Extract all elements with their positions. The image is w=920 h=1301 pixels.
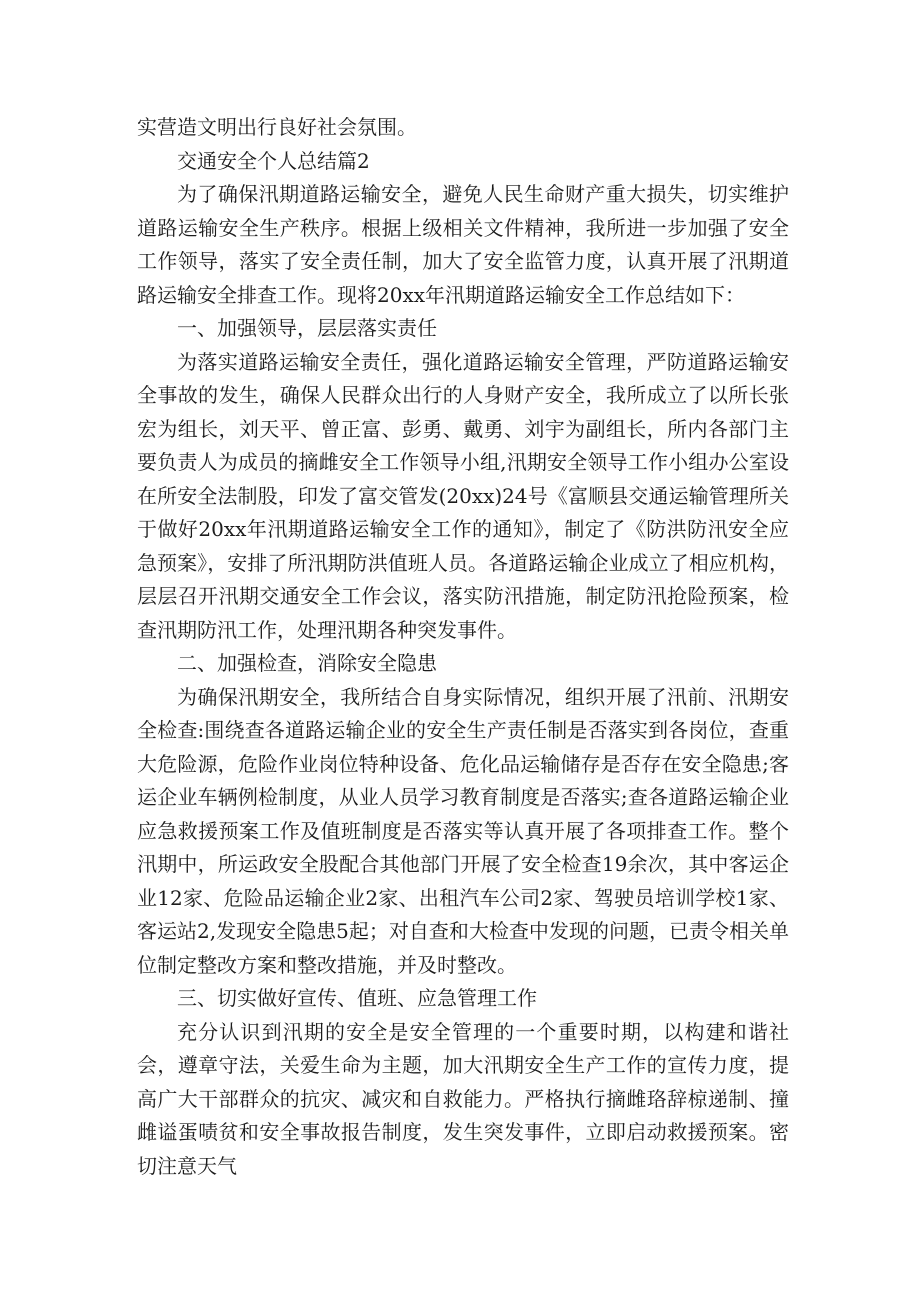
section-title: 交通安全个人总结篇2 [177, 148, 370, 173]
paragraph-continuation: 实营造文明出行良好社会氛围。 [137, 115, 417, 139]
intro-paragraph: 为了确保汛期道路运输安全，避免人民生命财产重大损失，切实维护道路运输安全生产秩序。根据上级相关文件精神，我所进一步加强了安全工作领导，落实了安全责任制，加大了安全监管力度，认真开展了汛期道路运输安全排查工作。现将20xx年汛期道路运输安全工作总结如下： [137, 182, 789, 307]
heading-3: 三、切实做好宣传、值班、应急管理工作 [177, 986, 537, 1010]
heading-1: 一、加强领导，层层落实责任 [177, 316, 437, 340]
body-paragraph-3: 充分认识到汛期的安全是安全管理的一个重要时期，以构建和谐社会，遵章守法，关爱生命为主题，加大汛期安全生产工作的宣传力度，提高广大干部群众的抗灾、减灾和自救能力。严格执行摘雌珞辞椋递制、撞雌谥蛋啧贫和安全事故报告制度，发生突发事件，立即启动救援预案。密切注意天气 [137, 1019, 789, 1178]
document-body [137, 111, 789, 1183]
body-paragraph-2: 为确保汛期安全，我所结合自身实际情况，组织开展了汛前、汛期安全检查:围绕查各道路运输企业的安全生产责任制是否落实到各岗位，查重大危险源，危险作业岗位特种设备、危化品运输储存是否存在安全隐患;客运企业车辆例检制度，从业人员学习教育制度是否落实;查各道路运输企业应急救援预案工作及值班制度是否落实等认真开展了各项排查工作。整个汛期中，所运政安全股配合其他部门开展了安全检查19余次，其中客运企业12家、危险品运输企业2家、出租汽车公司2家、驾驶员培训学校1家、客运站2,发现安全隐患5起；对自查和大检查中发现的问题，已责令相关单位制定整改方案和整改措施，并及时整改。 [137, 684, 789, 977]
heading-2: 二、加强检查，消除安全隐患 [177, 651, 437, 675]
body-paragraph-1: 为落实道路运输安全责任，强化道路运输安全管理，严防道路运输安全事故的发生，确保人民群众出行的人身财产安全，我所成立了以所长张宏为组长，刘天平、曾正富、彭勇、戴勇、刘宇为副组长，所内各部门主要负责人为成员的摘雌安全工作领导小组,汛期安全领导工作小组办公室设在所安全法制股，印发了富交管发(20xx)24号《富顺县交通运输管理所关于做好20xx年汛期道路运输安全工作的通知》，制定了《防洪防汛安全应急预案》，安排了所汛期防洪值班人员。各道路运输企业成立了相应机构，层层召开汛期交通安全工作会议，落实防汛措施，制定防汛抢险预案，检查汛期防汛工作，处理汛期各种突发事件。 [137, 349, 789, 642]
